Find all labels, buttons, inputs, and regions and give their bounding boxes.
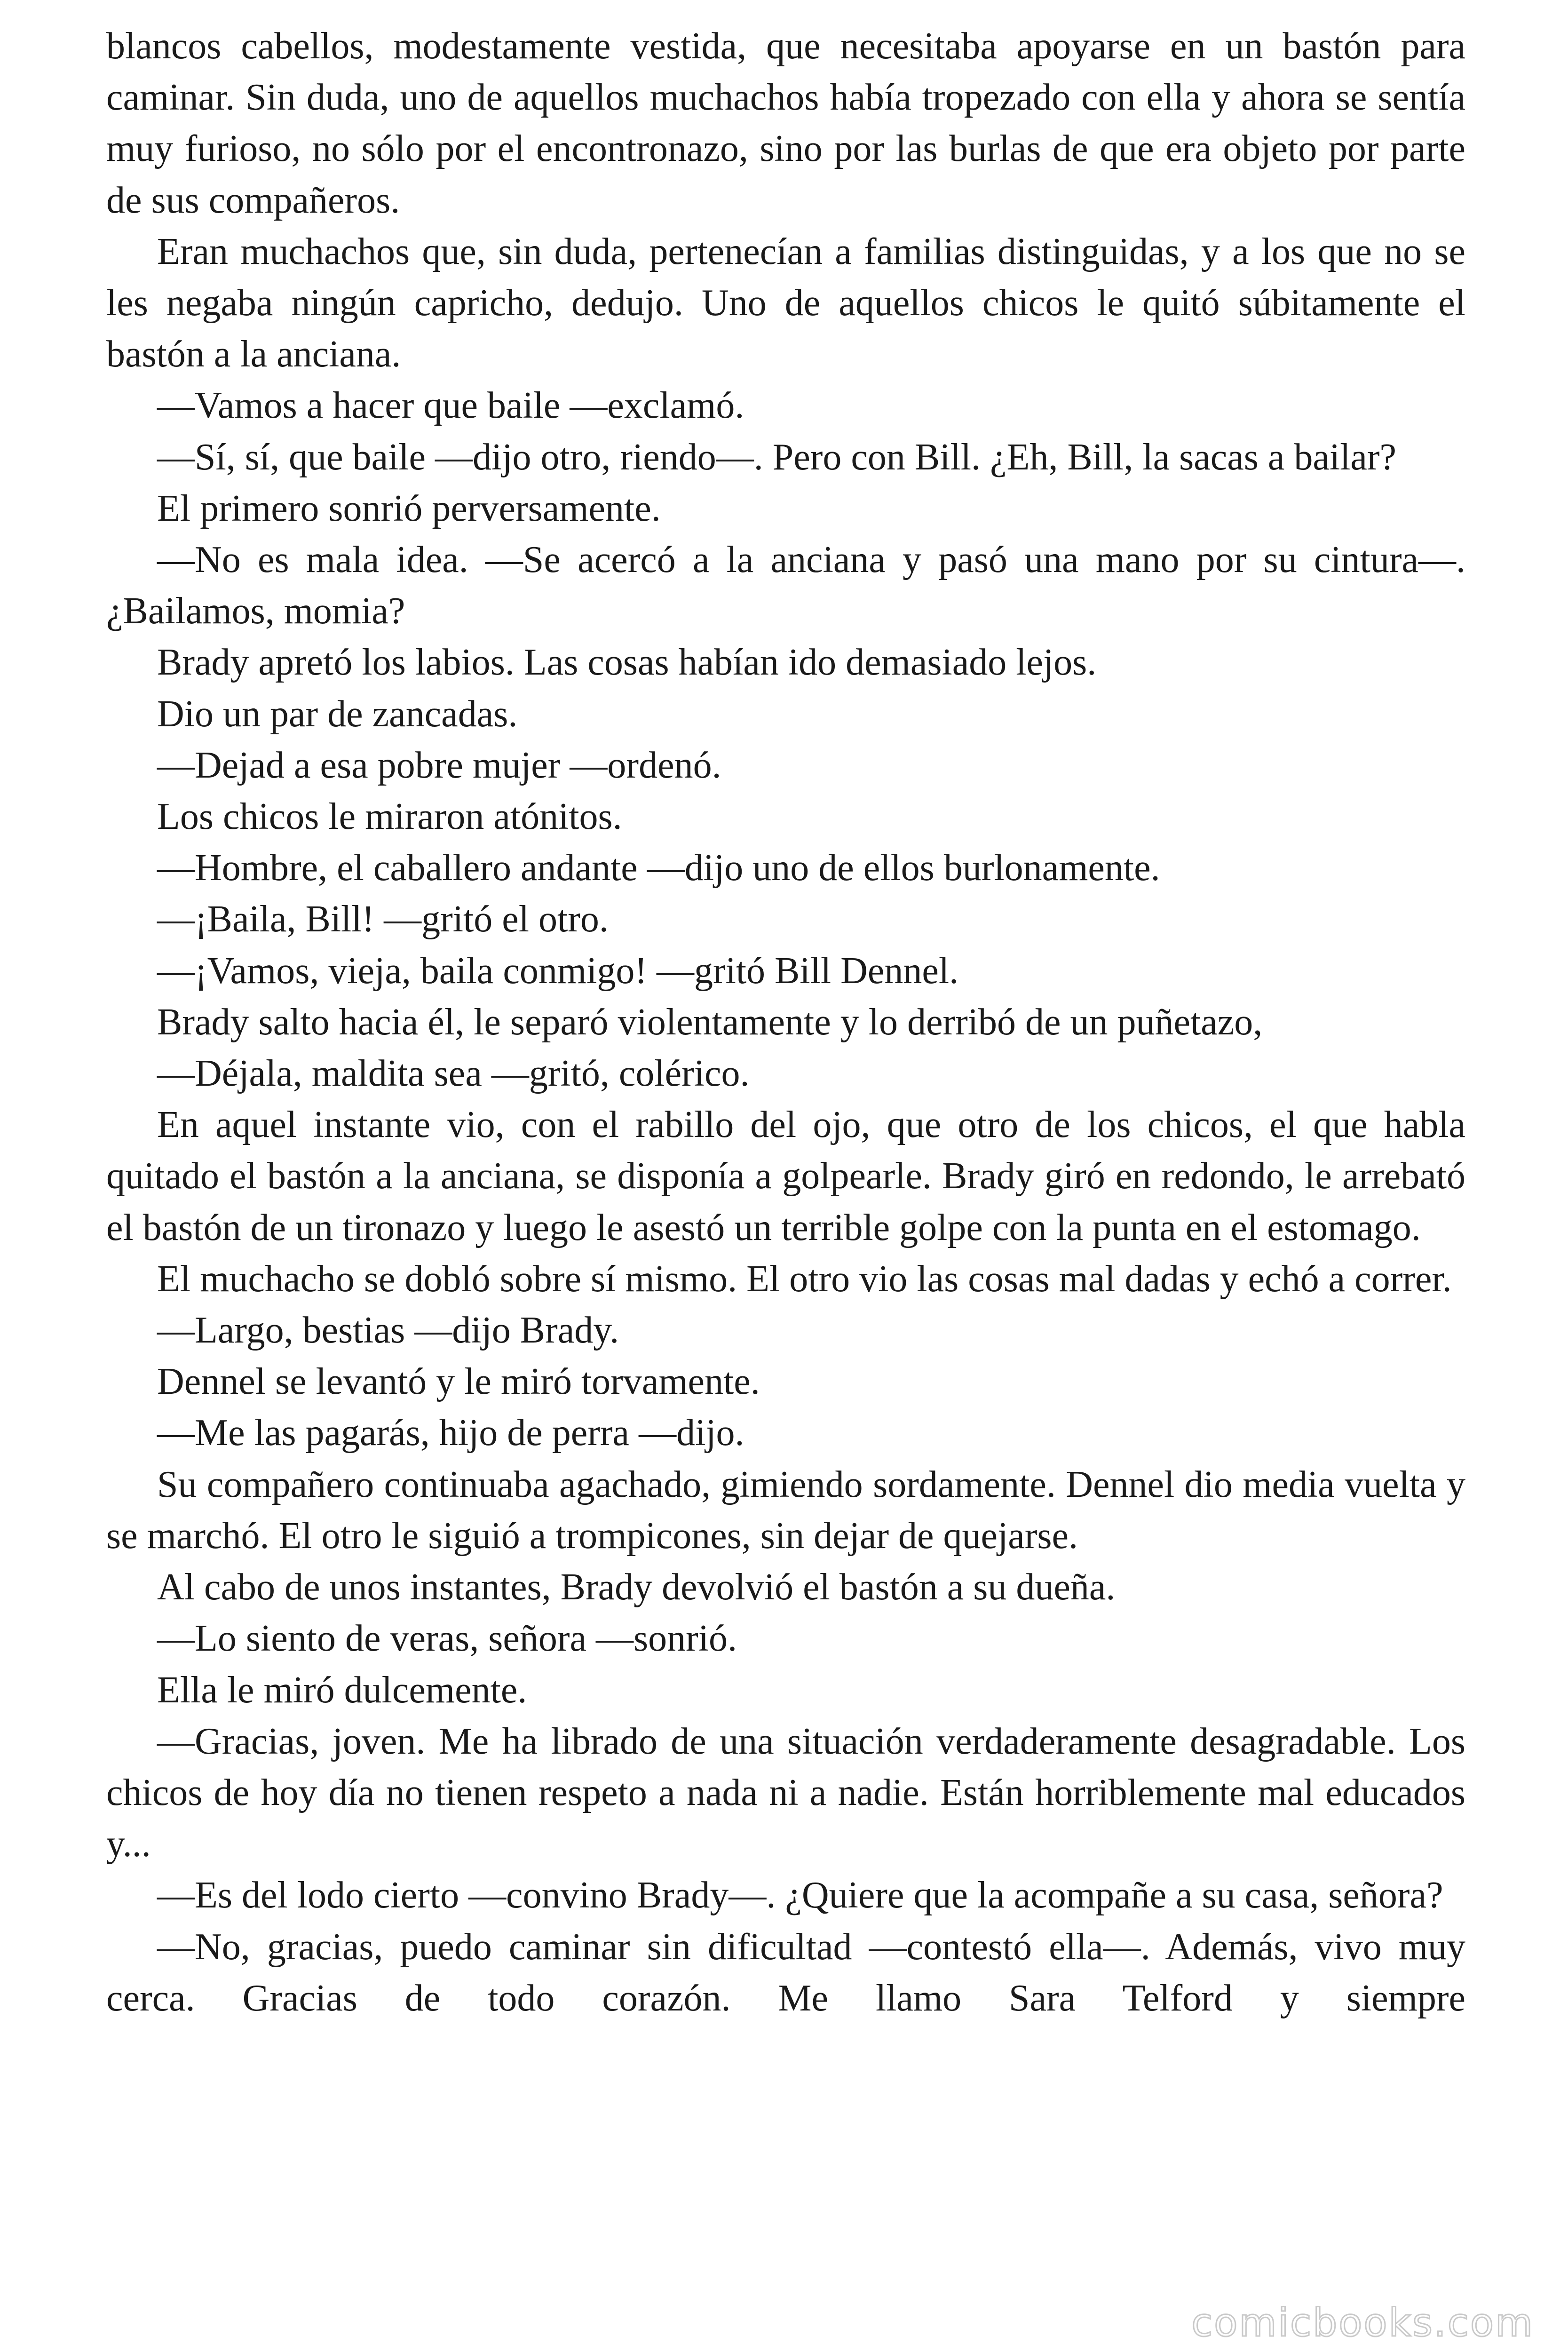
watermark: comicbooks.com: [1191, 2301, 1534, 2345]
paragraph-15: —Déjala, maldita sea —gritó, colérico.: [157, 1053, 750, 1095]
paragraph-4: —Sí, sí, que baile —dijo otro, riendo—. Pero con Bill. ¿Eh, Bill, la sacas a bailar?: [157, 436, 1396, 478]
paragraph-25: —Gracias, joven. Me ha librado de una situación verdaderamente desagradable. Los chicos de hoy día no tienen respeto a nada ni a nadie. Están horriblemente mal educados y...: [106, 1720, 1465, 1865]
paragraph-8: Dio un par de zancadas.: [157, 693, 518, 735]
paragraph-18: —Largo, bestias —dijo Brady.: [157, 1310, 619, 1351]
paragraph-6: —No es mala idea. —Se acercó a la anciana y pasó una mano por su cintura—. ¿Bailamos, momia?: [106, 539, 1465, 632]
paragraph-19: Dennel se levantó y le miró torvamente.: [157, 1361, 760, 1403]
paragraph-13: —¡Vamos, vieja, baila conmigo! —gritó Bill Dennel.: [157, 950, 959, 992]
paragraph-21: Su compañero continuaba agachado, gimiendo sordamente. Dennel dio media vuelta y se marchó. El otro le siguió a trompicones, sin dejar de quejarse.: [106, 1463, 1465, 1557]
paragraph-2: Eran muchachos que, sin duda, pertenecían a familias distinguidas, y a los que no se les negaba ningún capricho, dedujo. Uno de aquellos chicos le quitó súbitamente el bastón a la anciana.: [106, 230, 1465, 375]
paragraph-27: —No, gracias, puedo caminar sin dificultad —contestó ella—. Además, vivo muy cerca. Gracias de todo corazón. Me llamo Sara Telford y siempre: [106, 1926, 1465, 2019]
paragraph-9: —Dejad a esa pobre mujer —ordenó.: [157, 744, 721, 786]
paragraph-12: —¡Baila, Bill! —gritó el otro.: [157, 898, 609, 940]
paragraph-5: El primero sonrió perversamente.: [157, 487, 661, 529]
paragraph-11: —Hombre, el caballero andante —dijo uno de ellos burlonamente.: [157, 847, 1160, 889]
paragraph-17: El muchacho se dobló sobre sí mismo. El otro vio las cosas mal dadas y echó a correr.: [157, 1258, 1452, 1300]
paragraph-16: En aquel instante vio, con el rabillo del ojo, que otro de los chicos, el que habla quitado el bastón a la anciana, se disponía a golpearle. Brady giró en redondo, le arrebató el bastón de un tironazo y luego le asestó un terrible golpe con la punta en el estomago.: [106, 1104, 1465, 1248]
paragraph-7: Brady apretó los labios. Las cosas habían ido demasiado lejos.: [157, 642, 1097, 683]
document-body: [106, 21, 1465, 2024]
paragraph-14: Brady salto hacia él, le separó violentamente y lo derribó de un puñetazo,: [157, 1001, 1263, 1043]
paragraph-3: —Vamos a hacer que baile —exclamó.: [157, 385, 744, 427]
paragraph-10: Los chicos le miraron atónitos.: [157, 796, 622, 838]
paragraph-22: Al cabo de unos instantes, Brady devolvió el bastón a su dueña.: [157, 1566, 1116, 1608]
paragraph-26: —Es del lodo cierto —convino Brady—. ¿Quiere que la acompañe a su casa, señora?: [157, 1875, 1443, 1916]
paragraph-24: Ella le miró dulcemente.: [157, 1669, 527, 1711]
paragraph-20: —Me las pagarás, hijo de perra —dijo.: [157, 1412, 744, 1454]
paragraph-23: —Lo siento de veras, señora —sonrió.: [157, 1618, 737, 1660]
paragraph-1: blancos cabellos, modestamente vestida, que necesitaba apoyarse en un bastón para caminar. Sin duda, uno de aquellos muchachos había tropezado con ella y ahora se sentía muy furioso, no sólo por el encontronazo, sino por las burlas de que era objeto por parte de sus compañeros.: [106, 25, 1465, 221]
